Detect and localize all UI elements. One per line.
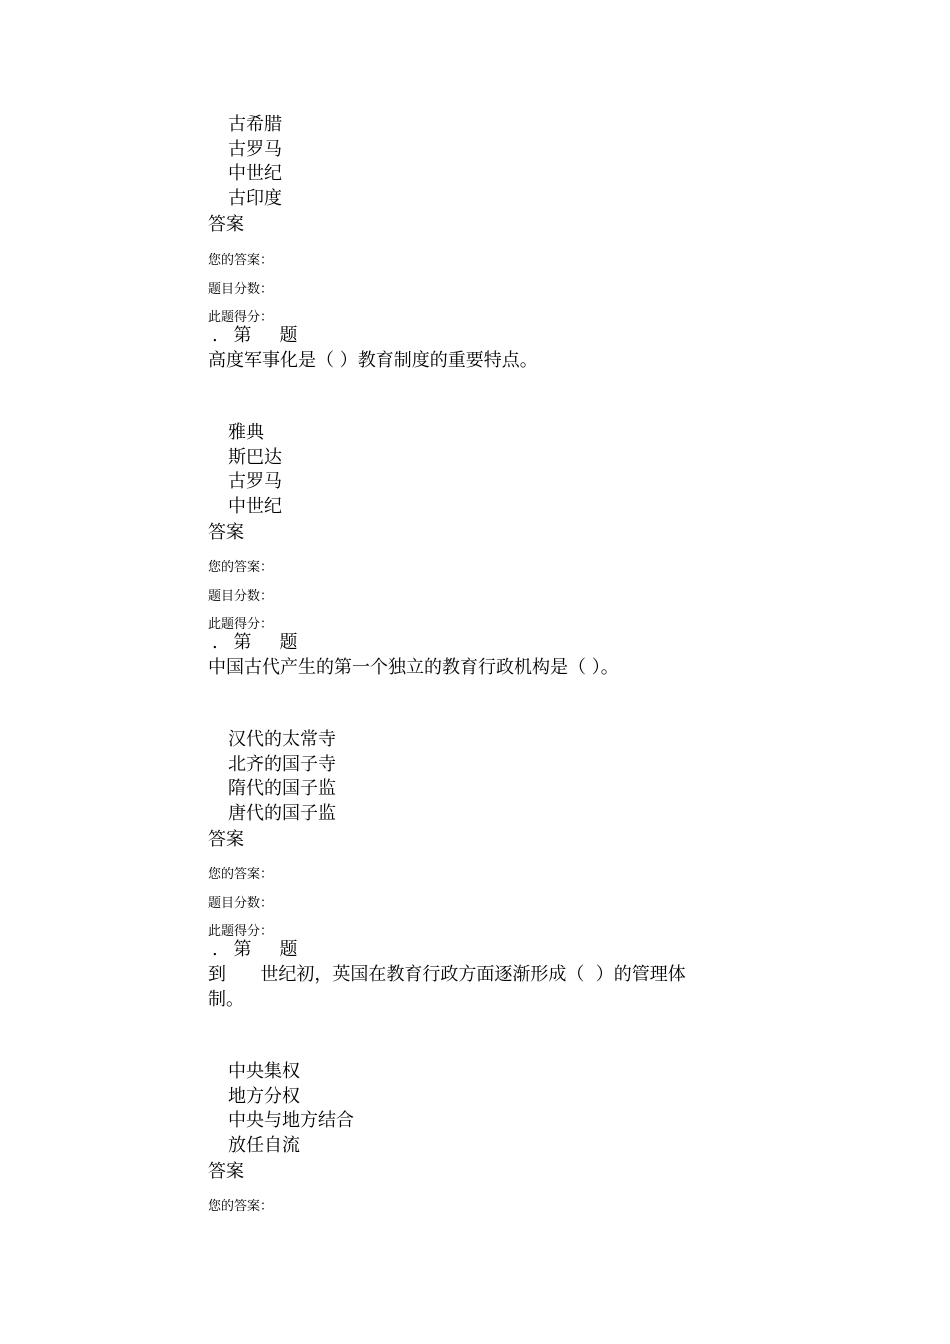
answer-label: 答案	[208, 829, 244, 850]
earned-score-label: 此题得分：	[208, 924, 274, 939]
option-d: 古印度	[228, 188, 282, 209]
option-d: 放任自流	[228, 1135, 300, 1156]
option-b: 北齐的国子寺	[228, 754, 336, 775]
option-a: 汉代的太常寺	[228, 729, 336, 750]
question-number-dot: .	[212, 939, 218, 960]
answer-label: 答案	[208, 522, 244, 543]
answer-label: 答案	[208, 1161, 244, 1182]
question-header	[212, 634, 297, 652]
question-number-dot: .	[212, 632, 218, 653]
option-c: 中央与地方结合	[228, 1110, 354, 1131]
question-ti: 题	[279, 325, 298, 346]
your-answer-label: 您的答案：	[208, 1199, 274, 1214]
option-a: 中央集权	[228, 1061, 300, 1082]
answer-label: 答案	[208, 214, 244, 235]
question-stem: 高度军事化是（ ）教育制度的重要特点。	[208, 350, 538, 371]
option-b: 地方分权	[228, 1086, 300, 1107]
question-ti: 题	[279, 939, 298, 960]
option-b: 古罗马	[228, 139, 282, 160]
option-d: 唐代的国子监	[228, 803, 336, 824]
your-answer-label: 您的答案：	[208, 253, 274, 268]
your-answer-label: 您的答案：	[208, 560, 274, 575]
question-di: 第	[233, 632, 252, 653]
question-score-label: 题目分数：	[208, 282, 274, 297]
option-b: 斯巴达	[228, 447, 282, 468]
question-score-label: 题目分数：	[208, 896, 274, 911]
option-a: 雅典	[228, 422, 264, 443]
option-a: 古希腊	[228, 114, 282, 135]
question-header	[212, 941, 297, 959]
question-stem-continued: 制。	[208, 989, 244, 1010]
question-score-label: 题目分数：	[208, 589, 274, 604]
option-c: 古罗马	[228, 471, 282, 492]
earned-score-label: 此题得分：	[208, 310, 274, 325]
question-ti: 题	[279, 632, 298, 653]
option-d: 中世纪	[228, 496, 282, 517]
question-di: 第	[233, 939, 252, 960]
question-header	[212, 327, 297, 345]
your-answer-label: 您的答案：	[208, 867, 274, 882]
option-c: 隋代的国子监	[228, 778, 336, 799]
question-di: 第	[233, 325, 252, 346]
earned-score-label: 此题得分：	[208, 617, 274, 632]
question-stem: 到 世纪初，英国在教育行政方面逐渐形成（ ）的管理体	[208, 964, 686, 985]
question-stem: 中国古代产生的第一个独立的教育行政机构是（ ）。	[208, 657, 619, 678]
question-number-dot: .	[212, 325, 218, 346]
option-c: 中世纪	[228, 163, 282, 184]
